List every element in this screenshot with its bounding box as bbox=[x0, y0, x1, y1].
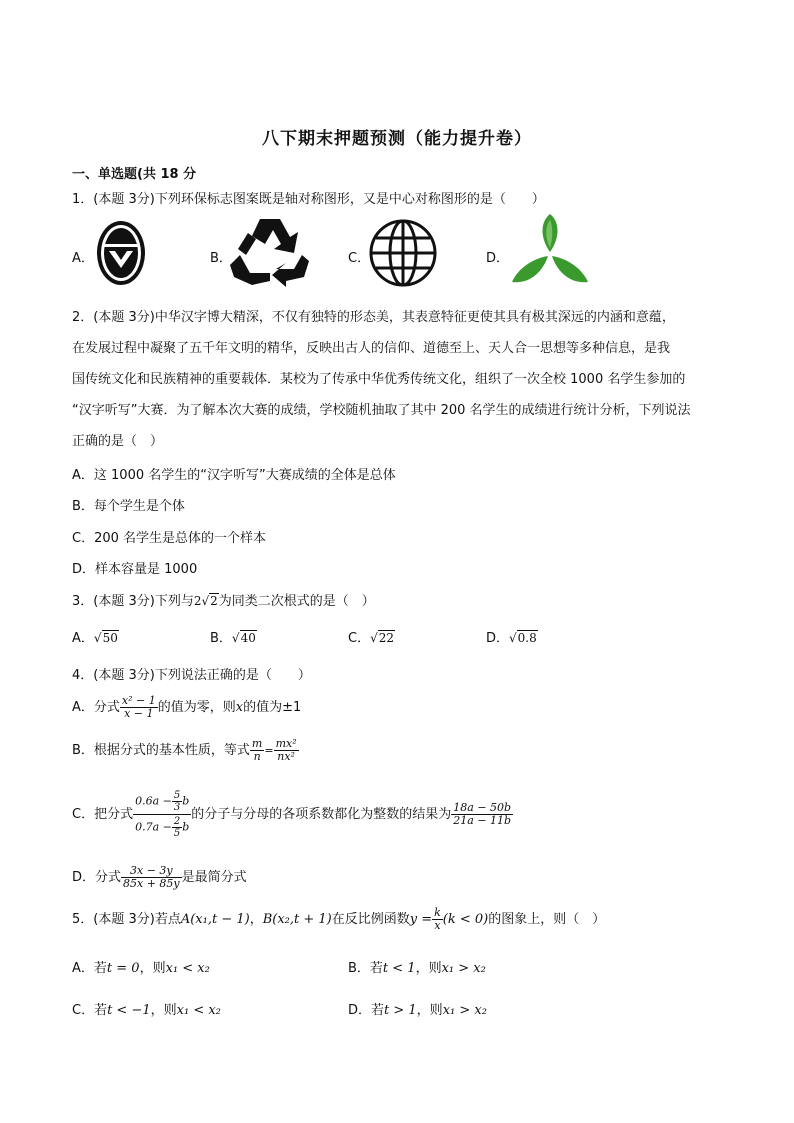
q4-option-b: B．根据分式的基本性质，等式 $\frac{m}{n}$ = $\frac{\text{mx²}}{\text{nx²}}$ bbox=[72, 737, 297, 764]
q3-stem-radical: 2√2 bbox=[193, 594, 218, 608]
recycle-icon[interactable] bbox=[230, 213, 310, 289]
q1-label-a: A． bbox=[72, 251, 94, 266]
q3-stem-text-2: 为同类二次根式的是（ ） bbox=[218, 594, 375, 609]
three-leaf-icon[interactable] bbox=[510, 212, 590, 286]
q5-option-b: B．若t < 1，则x₁ > x₂ bbox=[348, 961, 486, 976]
q4-option-c: C．把分式 0.6a − $\frac{5}{3}$ b 0.7a − $\frac{2}{5}$ b 的分子与分母的各项系数都化为整数的结果为 $\frac{18a - 50b}{21a - 11b}$ bbox=[72, 790, 512, 839]
question-4-stem: 4．(本题 3分)下列说法正确的是（ ） bbox=[72, 668, 311, 683]
question-1-stem: 1．(本题 3分)下列环保标志图案既是轴对称图形，又是中心对称图形的是（ ） bbox=[72, 192, 545, 207]
q4-option-a: A．分式 $\frac{\text{x² − 1}}{x - 1}$ 的值为零，则x的值为±1 bbox=[72, 694, 302, 721]
q5-option-a: A．若t = 0，则x₁ < x₂ bbox=[72, 961, 210, 976]
q2-option-d: D．样本容量是 1000 bbox=[72, 562, 198, 577]
q1-label-b: B． bbox=[210, 251, 232, 266]
q2-option-c: C．200 名学生是总体的一个样本 bbox=[72, 531, 267, 546]
q3-option-b: B．√40 bbox=[210, 631, 256, 646]
q2-option-b: B．每个学生是个体 bbox=[72, 499, 185, 514]
q5-option-c: C．若t < −1，则x₁ < x₂ bbox=[72, 1003, 221, 1018]
question-2-line-1: 2．(本题 3分)中华汉字博大精深，不仅有独特的形态美，其表意特征更使其具有极其深远的内涵和意蕴， bbox=[72, 310, 675, 325]
page-title: 八下期末押题预测（能力提升卷） bbox=[262, 129, 532, 149]
question-2-line-2: 在发展过程中凝聚了五千年文明的精华，反映出古人的信仰、道德至上、天人合一思想等多种信息，是我 bbox=[72, 341, 671, 356]
q3-stem-text: 3．(本题 3分)下列与 bbox=[72, 594, 194, 609]
q4-option-d: D．分式 $\frac{3x - 3y}{85x + 85y}$ 是最简分式 bbox=[72, 864, 247, 891]
question-3-stem bbox=[72, 590, 375, 609]
question-5-stem: 5．(本题 3分)若点A(x₁,t − 1)，B(x₂,t + 1)在反比例函数y = $\frac{k}{x}$ (k < 0)的图象上，则（ ） bbox=[72, 906, 606, 933]
q3-option-a: A．√50 bbox=[72, 631, 118, 646]
q5-option-d: D．若t > 1，则x₁ > x₂ bbox=[348, 1003, 487, 1018]
question-2-line-5: 正确的是（ ） bbox=[72, 434, 164, 449]
q1-label-c: C． bbox=[348, 251, 371, 266]
section-heading: 一、单选题(共 18 分 bbox=[72, 167, 197, 182]
q3-option-d: D．√0.8 bbox=[486, 631, 537, 646]
question-2-line-4: “汉字听写”大赛．为了解本次大赛的成绩，学校随机抽取了其中 200 名学生的成绩进行统计分析，下列说法 bbox=[72, 403, 691, 418]
q3-option-c: C．√22 bbox=[348, 631, 395, 646]
q2-option-a: A．这 1000 名学生的“汉字听写”大赛成绩的全体是总体 bbox=[72, 468, 396, 483]
globe-icon[interactable] bbox=[368, 218, 438, 288]
q1-label-d: D． bbox=[486, 251, 510, 266]
question-2-line-3: 国传统文化和民族精神的重要载体．某校为了传承中华优秀传统文化，组织了一次全校 1000 名学生参加的 bbox=[72, 372, 686, 387]
green-mark-icon[interactable] bbox=[96, 220, 146, 286]
